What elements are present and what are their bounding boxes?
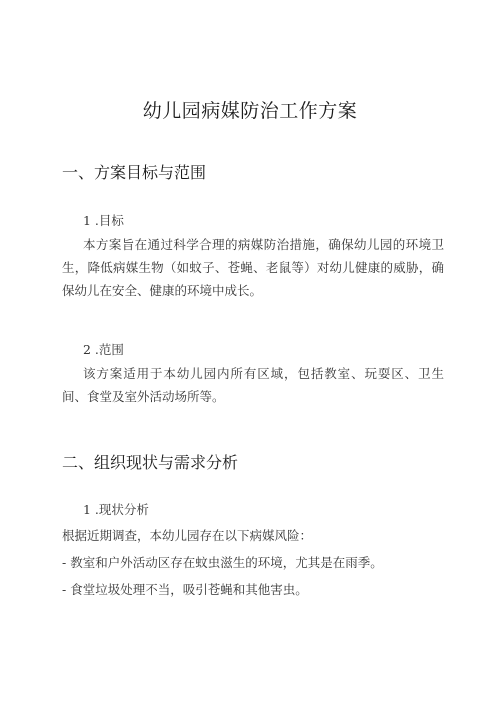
section-2-intro-line: 根据近期调查，本幼儿园存在以下病媒风险： (62, 528, 313, 543)
section-1-heading: 一、方案目标与范围 (62, 163, 207, 182)
section-2-heading: 二、组织现状与需求分析 (62, 453, 239, 472)
section-2-sub-status: 1 .现状分析 (83, 502, 149, 517)
section-1-sub-scope: 2 .范围 (83, 342, 124, 357)
section-1-goal-paragraph: 本方案旨在通过科学合理的病媒防治措施，确保幼儿园的环境卫生，降低病媒生物（如蚊子、苍蝇、老鼠等）对幼儿健康的威胁，确保幼儿在安全、健康的环境中成长。 (62, 237, 444, 298)
section-1-sub-goal: 1 .目标 (83, 213, 124, 228)
list-item: - 教室和户外活动区存在蚊虫滋生的环境，尤其是在雨季。 (62, 555, 383, 570)
document-title: 幼儿园病媒防治工作方案 (142, 100, 358, 122)
section-1-scope-paragraph: 该方案适用于本幼儿园内所有区域，包括教室、玩耍区、卫生间、食堂及室外活动场所等。 (62, 366, 444, 404)
list-item: - 食堂垃圾处理不当，吸引苍蝇和其他害虫。 (62, 582, 308, 597)
